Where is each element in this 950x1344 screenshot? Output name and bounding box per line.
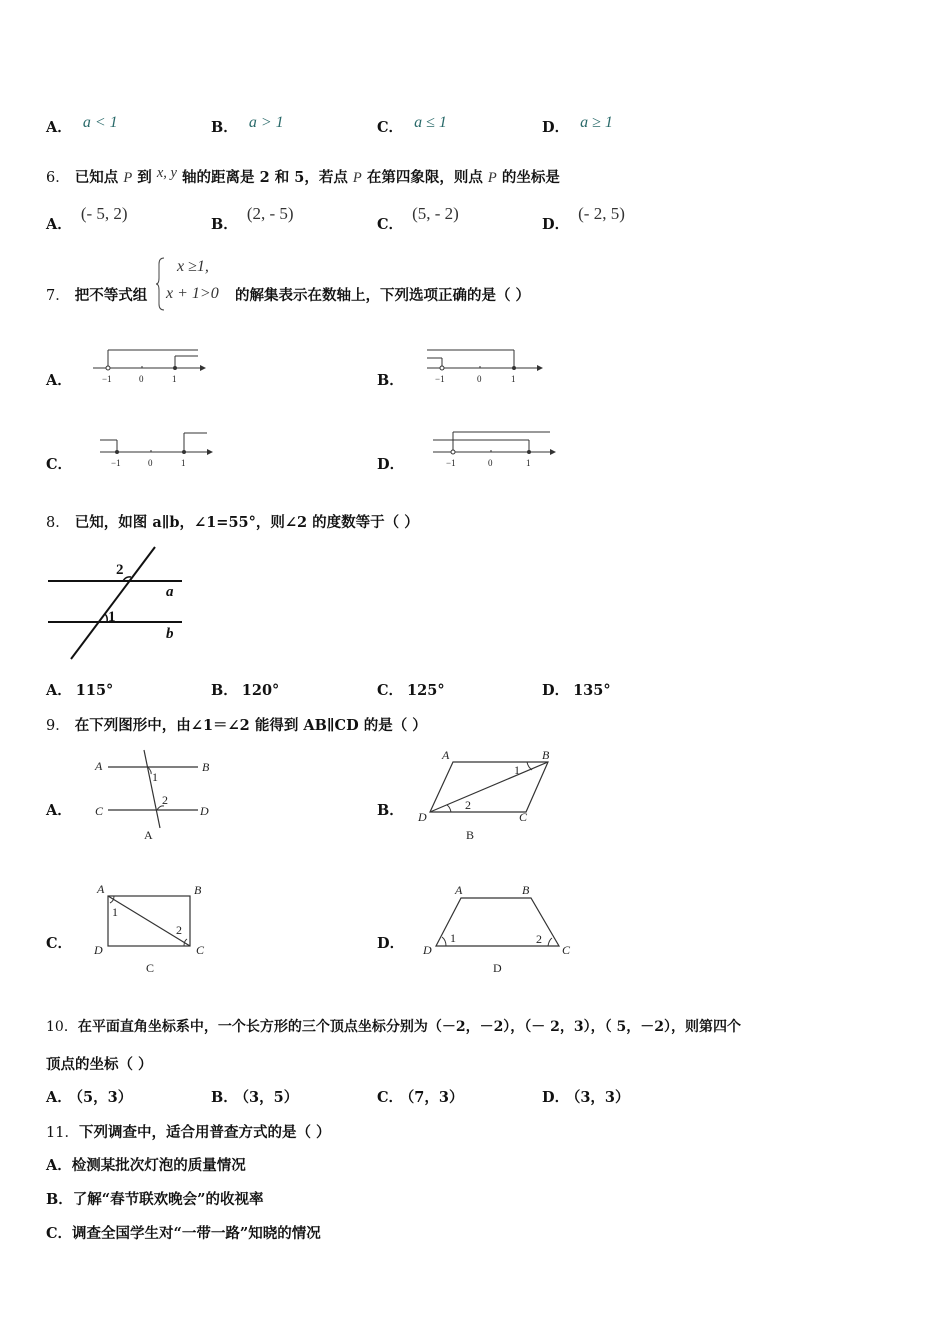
angle-1-label: 1 [108,609,116,625]
q9-option-a[interactable]: A． [46,802,72,819]
q7-option-a[interactable]: A． [46,372,72,389]
figure-caption: D [493,961,502,975]
question-number: 7． [46,288,70,304]
option-label: B． [46,1191,73,1208]
question-number: 9． [46,718,70,734]
option-value: a > 1 [248,114,284,131]
q10-option-d[interactable] [542,1086,630,1107]
q11-option-b[interactable] [46,1188,263,1209]
option-label: A． [46,216,72,233]
q7-option-c[interactable]: C． [46,456,73,473]
q10-option-c[interactable] [377,1086,463,1107]
angle-label: 1 [450,931,456,945]
point-p: P [123,170,133,186]
option-value: （7，3） [407,1089,464,1106]
angle-label: 1 [514,763,520,777]
angle-label: 1 [152,770,158,784]
angle-2-label: 2 [116,562,124,578]
point-p: P [487,170,497,186]
q10-question-line-1 [46,1016,741,1036]
point-label: B [522,883,530,897]
q6-option-d[interactable] [542,204,625,234]
q5-option-b[interactable] [211,116,284,137]
figure-d[interactable] [418,880,578,980]
option-label: B． [211,682,238,699]
option-label: C． [377,216,404,233]
option-value: 了解“春节联欢晚会”的收视率 [72,1191,264,1208]
system-brace [156,256,166,312]
question-number: 8． [46,515,70,531]
point-label: C [562,943,571,957]
tick-label: 1 [511,374,516,384]
option-value: (- 5, 2) [80,204,128,223]
option-value: 调查全国学生对“一带一路”知晓的情况 [72,1225,321,1242]
q6-option-c[interactable] [377,204,459,234]
system-line-1: x ≥1, [177,258,209,275]
q6-question [46,166,560,187]
angle-label: 2 [536,932,542,946]
tick-label: 0 [139,374,144,384]
q8-option-c[interactable] [377,679,445,700]
question-text: 在第四象限，则点 [366,169,483,186]
system-line-2: x + 1>0 [166,285,219,302]
tick-label: 0 [148,458,153,468]
point-label: D [94,943,103,957]
q11-question [46,1121,331,1142]
option-value: 125° [407,682,445,699]
option-label: D． [542,119,570,136]
q6-option-a[interactable] [46,204,128,234]
option-value: 135° [573,682,611,699]
q10-option-b[interactable] [211,1086,298,1107]
tick-label: 1 [172,374,177,384]
option-label: D． [542,682,570,699]
number-line-c[interactable] [95,428,220,472]
point-label: A [455,883,463,897]
point-label: A [97,882,105,896]
point-label: D [423,943,432,957]
axes-xy: x, y [156,165,177,181]
option-label: C． [46,1225,73,1242]
point-label: C [519,810,528,824]
angle-label: 2 [465,798,471,812]
option-label: B． [211,216,238,233]
option-value: （3，3） [573,1089,630,1106]
point-label: B [542,748,550,762]
question-text: 把不等式组 [74,287,148,304]
option-value: 120° [241,682,280,699]
question-number: 6． [46,170,70,186]
point-p: P [352,170,362,186]
question-text: 已知点 [74,169,119,186]
option-value: 115° [75,682,114,699]
tick-label: −1 [446,458,456,468]
q8-question [46,511,419,532]
option-label: A． [46,682,72,699]
line-a-label: a [166,584,174,600]
option-value: （5，3） [75,1089,133,1106]
q5-option-d[interactable] [542,116,613,137]
option-label: C． [377,119,404,136]
q9-option-b[interactable]: B． [377,802,404,819]
tick-label: 0 [477,374,482,384]
point-label: B [194,883,202,897]
question-number: 10． [46,1019,78,1035]
q5-option-a[interactable] [46,116,118,137]
question-number: 11． [46,1125,79,1141]
angle-label: 1 [112,905,118,919]
q9-option-d[interactable]: D． [377,935,405,952]
q10-option-a[interactable] [46,1086,132,1107]
option-value: a ≥ 1 [580,114,613,131]
question-text: 在下列图形中，由∠1＝∠2 能得到 AB∥CD 的是（ ） [74,717,427,734]
point-label: C [196,943,205,957]
angle-label: 2 [176,923,182,937]
question-text: 的坐标是 [501,169,560,186]
figure-a[interactable] [90,748,220,844]
number-line-d[interactable] [428,426,563,472]
question-text: 到 [137,169,152,186]
number-line-a[interactable] [88,344,208,388]
question-text: 轴的距离是 2 和 5，若点 [182,169,348,186]
q10-question-line-2: 顶点的坐标（ ） [46,1056,153,1073]
q9-question [46,714,427,735]
point-label: D [200,804,209,818]
option-label: A． [46,1089,72,1106]
option-label: D． [542,1089,570,1106]
q5-option-c[interactable] [377,116,447,137]
tick-label: −1 [435,374,445,384]
tick-label: 0 [488,458,493,468]
option-value: (- 2, 5) [578,204,625,223]
figure-b[interactable] [415,746,565,844]
tick-label: −1 [102,374,112,384]
option-label: C． [377,682,404,699]
q9-option-c[interactable]: C． [46,935,73,952]
option-label: A． [46,1157,72,1174]
tick-label: −1 [111,458,121,468]
question-text: 在平面直角坐标系中，一个长方形的三个顶点坐标分别为（－2，－2），（－ 2，3），（ 5，－2），则第四个 [77,1019,742,1035]
tick-label: 1 [181,458,186,468]
option-label: A． [46,119,72,136]
option-label: C． [377,1089,404,1106]
figure-caption: B [466,828,475,842]
tick-label: 1 [526,458,531,468]
option-value: （3，5） [241,1089,299,1106]
option-value: 检测某批次灯泡的质量情况 [71,1157,246,1174]
q7-question [46,284,147,305]
figure-c[interactable] [90,880,220,980]
point-label: C [95,804,104,818]
figure-caption: A [144,828,153,842]
question-text: 已知，如图 a∥b，∠1=55°，则∠2 的度数等于（ ） [74,514,419,531]
q8-option-a[interactable] [46,679,113,700]
point-label: A [95,759,103,773]
option-label: B． [211,119,238,136]
q8-option-d[interactable] [542,679,611,700]
option-label: B． [211,1089,238,1106]
q11-option-c[interactable] [46,1222,321,1243]
number-line-b[interactable] [422,344,547,388]
q8-option-b[interactable] [211,679,279,700]
q7-question-suffix: 的解集表示在数轴上，下列选项正确的是（ ） [235,287,531,304]
option-value: a ≤ 1 [414,114,447,131]
question-text: 下列调查中，适合用普查方式的是（ ） [78,1124,331,1141]
option-label: D． [542,216,570,233]
q11-option-a[interactable] [46,1154,246,1175]
point-label: B [202,760,210,774]
line-b-label: b [166,626,174,642]
q6-option-b[interactable] [211,204,294,234]
option-value: (2, - 5) [246,204,294,223]
parallel-lines-figure [44,543,189,665]
point-label: D [418,810,427,824]
option-value: a < 1 [82,114,118,131]
figure-caption: C [146,961,155,975]
angle-label: 2 [162,793,168,807]
point-label: A [442,748,450,762]
option-value: (5, - 2) [412,204,459,223]
q7-option-b[interactable]: B． [377,372,404,389]
q7-option-d[interactable]: D． [377,456,405,473]
